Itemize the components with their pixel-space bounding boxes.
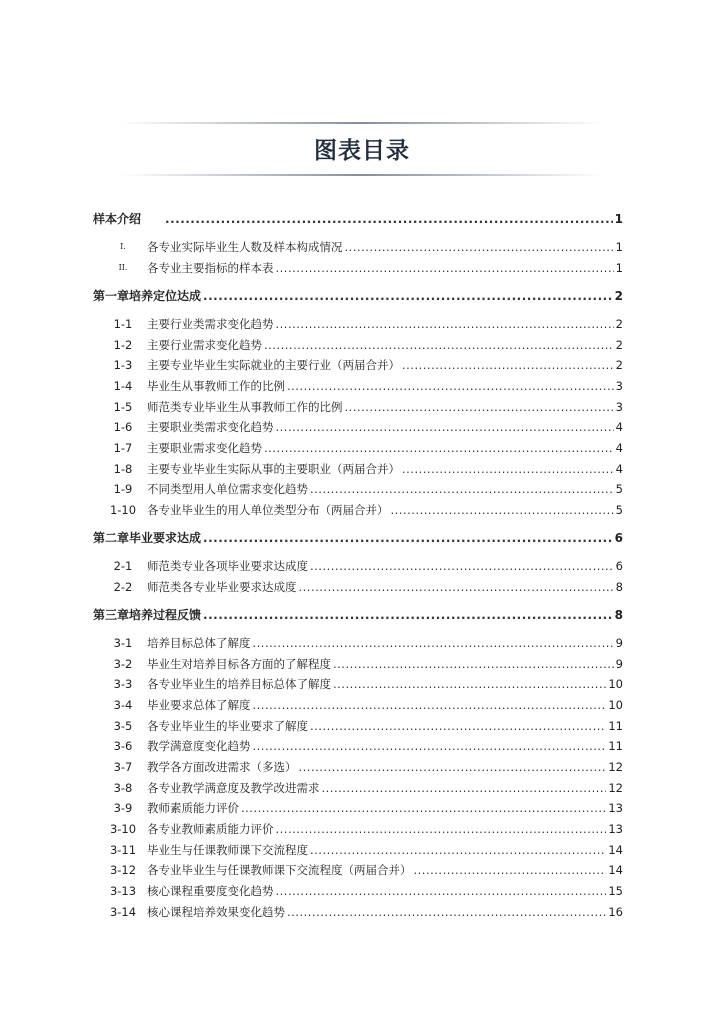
toc-leader-dots <box>253 739 607 753</box>
toc-entry-number: 1-8 <box>113 462 133 476</box>
toc-entry-label: 第三章 <box>93 608 130 622</box>
toc-entry[interactable] <box>93 238 623 254</box>
toc-entry-number: 3-2 <box>113 657 133 671</box>
toc-entry-label: 样本介绍 <box>93 212 142 226</box>
toc-entry-label: 毕业要求总体了解度 <box>147 698 251 712</box>
toc-page-number: 2 <box>615 358 623 372</box>
toc-entry[interactable] <box>93 315 623 331</box>
toc-entry-label: 主要行业需求变化趋势 <box>147 338 262 352</box>
toc-entry-label: 教学各方面改进需求（多选） <box>147 760 297 774</box>
toc-entry-number: 3-1 <box>113 636 133 650</box>
toc-entry[interactable] <box>93 634 623 650</box>
toc-chapter-name: 毕业要求达成 <box>129 531 202 545</box>
toc-entry-label: 各专业毕业生的培养目标总体了解度 <box>147 677 331 691</box>
toc-heading[interactable] <box>93 287 623 303</box>
toc-chapter-name: 培养过程反馈 <box>129 608 202 622</box>
toc-entry[interactable] <box>93 418 623 434</box>
toc-entry-label: 第二章 <box>93 531 130 545</box>
toc-entry-number: 3-3 <box>113 677 133 691</box>
toc-leader-dots <box>165 212 613 226</box>
toc-leader-dots <box>310 719 606 733</box>
title-block <box>120 118 604 182</box>
toc-leader-dots <box>203 531 613 545</box>
toc-entry[interactable] <box>93 675 623 691</box>
toc-entry-number: 3-4 <box>113 698 133 712</box>
toc-leader-dots <box>345 240 614 254</box>
toc-entry-number: 3-13 <box>109 884 137 898</box>
toc-page-number: 9 <box>615 657 623 671</box>
toc-leader-dots <box>333 657 614 671</box>
toc-entry-number: 3-9 <box>113 801 133 815</box>
toc-page-number: 3 <box>615 400 623 414</box>
toc-page-number: 13 <box>608 801 623 815</box>
toc-heading[interactable] <box>93 529 623 545</box>
toc-leader-dots <box>310 559 614 573</box>
toc-page-number: 2 <box>615 317 623 331</box>
toc-entry-number: 3-14 <box>109 905 137 919</box>
toc-entry-number: I. <box>120 242 126 251</box>
toc-page-number: 10 <box>608 677 623 691</box>
toc-entry-label: 师范类各专业毕业要求达成度 <box>147 580 297 594</box>
toc-entry[interactable] <box>93 820 623 836</box>
toc-leader-dots <box>333 677 606 691</box>
toc-entry-label: 各专业毕业生的用人单位类型分布（两届合并） <box>147 503 389 517</box>
toc-heading[interactable] <box>93 210 623 226</box>
toc-leader-dots <box>414 863 607 877</box>
toc-page-number: 12 <box>608 781 623 795</box>
toc-entry[interactable] <box>93 398 623 414</box>
toc-entry[interactable] <box>93 696 623 712</box>
toc-page-number: 10 <box>608 698 623 712</box>
toc-entry-label: 主要专业毕业生实际就业的主要行业（两届合并） <box>147 358 400 372</box>
toc-entry-label: 师范类专业各项毕业要求达成度 <box>147 559 308 573</box>
toc-page-number: 11 <box>608 739 623 753</box>
toc-leader-dots <box>253 636 614 650</box>
toc-entry[interactable] <box>93 557 623 573</box>
toc-heading[interactable] <box>93 606 623 622</box>
toc-page-number: 1 <box>614 212 623 226</box>
toc-page-number: 11 <box>608 719 623 733</box>
toc-leader-dots <box>276 884 607 898</box>
toc-entry[interactable] <box>93 655 623 671</box>
title-bottom-rule <box>120 174 604 176</box>
toc-entry-label: 核心课程重要度变化趋势 <box>147 884 274 898</box>
toc-entry-label: 各专业毕业生与任课教师课下交流程度（两届合并） <box>147 863 412 877</box>
toc-entry[interactable] <box>93 737 623 753</box>
toc-entry-number: 1-5 <box>113 400 133 414</box>
toc-page-number: 1 <box>615 240 623 254</box>
toc-entry-number: 3-7 <box>113 760 133 774</box>
toc-entry-number: 1-7 <box>113 441 133 455</box>
toc-entry[interactable] <box>93 259 623 275</box>
toc-entry-label: 各专业教师素质能力评价 <box>147 822 274 836</box>
toc-entry-label: 第一章 <box>93 289 130 303</box>
toc-entry-label: 主要职业类需求变化趋势 <box>147 420 274 434</box>
toc-leader-dots <box>310 482 614 496</box>
toc-entry-label: 各专业毕业生的毕业要求了解度 <box>147 719 308 733</box>
toc-leader-dots <box>264 441 614 455</box>
toc-entry-label: 教师素质能力评价 <box>147 801 239 815</box>
toc-entry[interactable] <box>93 377 623 393</box>
toc-page-number: 3 <box>615 379 623 393</box>
toc-entry-label: 毕业生从事教师工作的比例 <box>147 379 285 393</box>
toc-page-number: 15 <box>608 884 623 898</box>
toc-entry[interactable] <box>93 480 623 496</box>
toc-chapter-name: 培养定位达成 <box>129 289 202 303</box>
toc-page-number: 6 <box>615 559 623 573</box>
toc-entry[interactable] <box>93 903 623 919</box>
page-title: 图表目录 <box>314 138 410 164</box>
toc-entry-number: 1-10 <box>109 503 137 517</box>
toc-entry-number: 1-1 <box>113 317 133 331</box>
toc-entry[interactable] <box>93 882 623 898</box>
toc-entry[interactable] <box>93 758 623 774</box>
toc-page-number: 4 <box>615 420 623 434</box>
toc-page-number: 2 <box>614 289 623 303</box>
toc-leader-dots <box>299 580 614 594</box>
toc-leader-dots <box>402 462 614 476</box>
toc-page-number: 2 <box>615 338 623 352</box>
toc-entry-number: 3-5 <box>113 719 133 733</box>
toc-entry[interactable] <box>93 336 623 352</box>
toc-entry-number: 1-2 <box>113 338 133 352</box>
toc-page-number: 14 <box>608 843 623 857</box>
toc-entry-number: 3-6 <box>113 739 133 753</box>
toc-page-number: 16 <box>608 905 623 919</box>
toc-entry-number: 3-10 <box>109 822 137 836</box>
toc-entry-number: 1-6 <box>113 420 133 434</box>
toc-entry-label: 各专业主要指标的样本表 <box>147 261 274 275</box>
toc-entry-number: 1-3 <box>113 358 133 372</box>
toc-page-number: 5 <box>615 503 623 517</box>
toc-leader-dots <box>203 608 613 622</box>
title-top-rule <box>120 122 604 124</box>
toc-entry[interactable] <box>93 779 623 795</box>
toc-entry[interactable] <box>93 460 623 476</box>
toc-leader-dots <box>203 289 613 303</box>
toc-entry-label: 主要职业需求变化趋势 <box>147 441 262 455</box>
toc-leader-dots <box>241 801 606 815</box>
toc-leader-dots <box>276 420 614 434</box>
toc-page-number: 1 <box>615 261 623 275</box>
toc-leader-dots <box>264 338 614 352</box>
toc-entry-number: 1-9 <box>113 482 133 496</box>
toc-entry-label: 培养目标总体了解度 <box>147 636 251 650</box>
toc-entry-label: 不同类型用人单位需求变化趋势 <box>147 482 308 496</box>
toc-page-number: 5 <box>615 482 623 496</box>
toc-entry[interactable] <box>93 799 623 815</box>
toc-entry-number: 3-8 <box>113 781 133 795</box>
toc-leader-dots <box>287 905 606 919</box>
toc-page-number: 4 <box>615 462 623 476</box>
toc-entry-label: 主要行业类需求变化趋势 <box>147 317 274 331</box>
toc-leader-dots <box>276 317 614 331</box>
toc-entry[interactable] <box>93 841 623 857</box>
toc-entry[interactable] <box>93 861 623 877</box>
toc-page-number: 14 <box>608 863 623 877</box>
toc-leader-dots <box>391 503 614 517</box>
toc-page-number: 8 <box>615 580 623 594</box>
toc-leader-dots <box>276 822 607 836</box>
toc-leader-dots <box>276 261 614 275</box>
toc-entry-label: 核心课程培养效果变化趋势 <box>147 905 285 919</box>
toc-entry[interactable] <box>93 717 623 733</box>
toc-entry-number: 3-12 <box>109 863 137 877</box>
toc-entry[interactable] <box>93 356 623 372</box>
toc-entry[interactable] <box>93 501 623 517</box>
toc-entry-number: II. <box>118 263 128 272</box>
toc-entry-number: 3-11 <box>109 843 137 857</box>
toc-entry-label: 毕业生对培养目标各方面的了解程度 <box>147 657 331 671</box>
toc-page-number: 6 <box>614 531 623 545</box>
toc-leader-dots <box>253 698 607 712</box>
toc-entry[interactable] <box>93 439 623 455</box>
toc-entry[interactable] <box>93 578 623 594</box>
toc-leader-dots <box>402 358 614 372</box>
toc-entry-number: 2-1 <box>113 559 133 573</box>
toc-entry-number: 1-4 <box>113 379 133 393</box>
toc-leader-dots <box>310 843 606 857</box>
toc-page-number: 8 <box>614 608 623 622</box>
toc-page-number: 12 <box>608 760 623 774</box>
toc-page-number: 4 <box>615 441 623 455</box>
toc-entry-label: 师范类专业毕业生从事教师工作的比例 <box>147 400 343 414</box>
toc-leader-dots <box>322 781 607 795</box>
toc-entry-label: 各专业教学满意度及教学改进需求 <box>147 781 320 795</box>
toc-entry-label: 教学满意度变化趋势 <box>147 739 251 753</box>
toc-page-number: 9 <box>615 636 623 650</box>
toc-leader-dots <box>287 379 614 393</box>
toc-entry-label: 毕业生与任课教师课下交流程度 <box>147 843 308 857</box>
toc-leader-dots <box>299 760 607 774</box>
toc-page-number: 13 <box>608 822 623 836</box>
toc-entry-label: 主要专业毕业生实际从事的主要职业（两届合并） <box>147 462 400 476</box>
toc-leader-dots <box>345 400 614 414</box>
toc-entry-number: 2-2 <box>113 580 133 594</box>
toc-entry-label: 各专业实际毕业生人数及样本构成情况 <box>147 240 343 254</box>
